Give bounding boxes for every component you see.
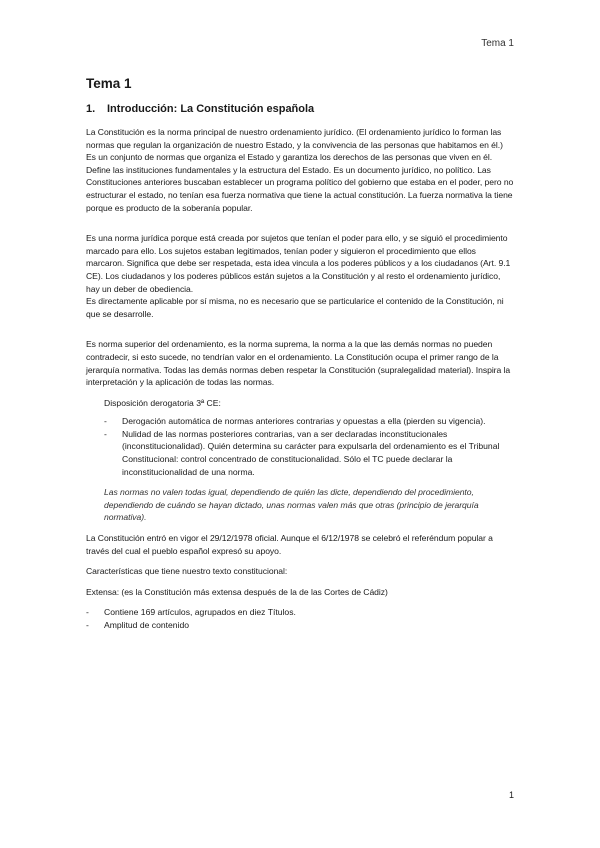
running-header: Tema 1 <box>481 38 514 49</box>
section-title: Introducción: La Constitución española <box>107 103 315 115</box>
page-number: 1 <box>508 790 514 800</box>
dash-marker: - <box>86 607 89 618</box>
dash-marker: - <box>86 620 89 630</box>
disposicion-heading: Disposición derogatoria 3ª CE: <box>104 397 221 408</box>
section-heading <box>86 103 516 115</box>
dash-marker: - <box>104 428 107 439</box>
list-item-text: Contiene 169 artículos, agrupados en diez Títulos. <box>104 607 296 618</box>
paragraph-norma-superior: Es norma superior del ordenamiento, es la norma suprema, la norma a la que las demás normas no pueden contradecir, si esto sucede, no tendrían valor en el ordenamiento. La Constitución ocupa el primer rango de la jerarquía normativa. Todas las demás normas deben respetar la Constitución (supralegalidad material). Inspira la interpretación y la aplicación de todas las normas. <box>86 339 511 388</box>
paragraph-caracteristicas: Características que tiene nuestro texto constitucional: <box>86 566 288 577</box>
list-item <box>86 606 516 619</box>
dash-marker: - <box>104 416 107 427</box>
document-body <box>86 76 516 640</box>
italic-note: Las normas no valen todas igual, dependiendo de quién las dicte, dependiendo del procedimiento, dependiendo de cuándo se hayan dictado, unas normas valen más que otras (principio de jerarquía normativa). <box>104 487 479 523</box>
paragraph-entrada-vigor: La Constitución entró en vigor el 29/12/1978 oficial. Aunque el 6/12/1978 se celebró el referéndum popular a través del cual el pueblo español expresó su apoyo. <box>86 533 493 556</box>
extensa-list <box>86 606 516 631</box>
list-item-text: Derogación automática de normas anteriores contrarias y opuestas a ella (pierden su vigencia). <box>122 416 486 427</box>
list-item <box>104 415 516 428</box>
list-item <box>86 619 516 632</box>
paragraph-conjunto-normas: Es un conjunto de normas que organiza el Estado y garantiza los derechos de las personas que viven en él. Define las instituciones fundamentales y la estructura del Estado. Es un documento jurídico, no político. Las Constituciones anteriores buscaban establecer un programa político del gobierno que estaba en el poder, pero no estructurar el estado, no tenían esa fuerza normativa que tiene la actual constitución. La fuerza normativa la tiene porque es producto de la soberanía popular. <box>86 152 514 213</box>
paragraph-extensa: Extensa: (es la Constitución más extensa después de la de las Cortes de Cádiz) <box>86 586 388 597</box>
section-number: 1. <box>86 103 96 115</box>
paragraph-norma-juridica: Es una norma jurídica porque está creada por sujetos que tenían el poder para ello, y se siguió el procedimiento marcado para ello. Los sujetos estaban legitimados, tenían poder y siguieron el procedimiento que ellos marcaron. Significa que debe ser respetada, esta idea vincula a los poderes públicos y a los ciudadanos (Art. 9.1 CE). Los ciudadanos y los poderes públicos están sujetos a la Constitución y al resto el ordenamiento jurídico, hay un deber de obediencia. <box>86 233 511 294</box>
paragraph-definition: La Constitución es la norma principal de nuestro ordenamiento jurídico. (El ordenamiento jurídico lo forman las normas que regulan la organización de nuestro Estado, y la convivencia de las personas que habitamos en él.) <box>86 127 503 150</box>
paragraph-aplicable: Es directamente aplicable por sí misma, no es necesario que se particularice el contenido de la Constitución, ni que se desarrolle. <box>86 296 504 319</box>
list-item <box>104 428 516 478</box>
disposicion-list <box>86 415 516 478</box>
page-title: Tema 1 <box>86 76 132 91</box>
list-item-text: Nulidad de las normas posteriores contrarias, van a ser declaradas inconstitucionales (inconstitucionalidad). Quién determina su carácter para expulsarla del ordenamiento es el Tribunal Constitucional: control concentrado de constitucionalidad. Sólo el TC puede declarar la inconstitucionalidad de una norma. <box>122 428 500 477</box>
list-item-text: Amplitud de contenido <box>104 620 190 630</box>
